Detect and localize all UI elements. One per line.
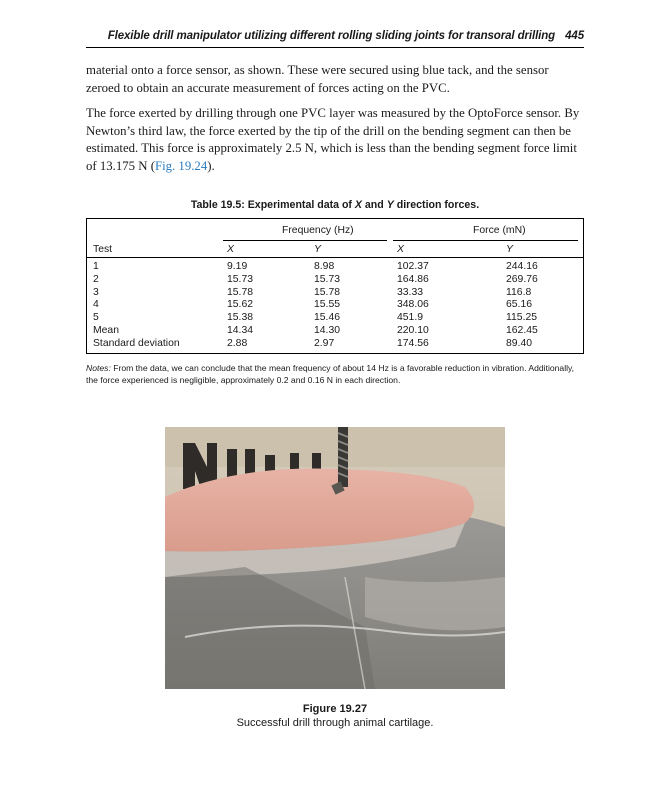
- row-label: 3: [93, 286, 99, 298]
- paragraph-2: [86, 105, 584, 175]
- table-cell: 162.45: [506, 325, 538, 336]
- figure-reference-link[interactable]: Fig. 19.24: [154, 158, 208, 173]
- table-cell: 89.40: [506, 337, 533, 349]
- column-header-force-x: X: [397, 244, 404, 255]
- table-notes: [86, 362, 584, 386]
- figure-caption: Successful drill through animal cartilage.: [236, 717, 434, 729]
- table-caption-and: and: [361, 199, 387, 211]
- group-header-frequency: Frequency (Hz): [282, 225, 354, 236]
- table-cell: 9.19: [227, 261, 248, 272]
- table-cell: 14.30: [314, 325, 341, 336]
- paragraph-2-end: ).: [207, 158, 215, 173]
- table-cell: 220.10: [397, 325, 429, 336]
- header-rule-table: [87, 257, 583, 258]
- table-cell: 451.9: [397, 312, 424, 324]
- page-number: 445: [565, 30, 584, 42]
- row-label: 1: [93, 261, 99, 272]
- header-rule: [86, 47, 584, 48]
- table-cell: 65.16: [506, 299, 533, 311]
- column-header-freq-x: X: [227, 244, 234, 255]
- table-cell: 244.16: [506, 261, 538, 272]
- table-cell: 8.98: [314, 261, 335, 272]
- table-cell: 116.8: [506, 286, 532, 298]
- table-cell: 15.55: [314, 299, 341, 311]
- table-cell: 2.97: [314, 337, 335, 349]
- table-caption-y: Y: [386, 199, 394, 211]
- group-rule-force: [393, 240, 578, 241]
- row-label: 4: [93, 299, 99, 311]
- table-cell: 15.78: [227, 286, 254, 298]
- table-caption-prefix: Table 19.5: Experimental data of: [190, 199, 355, 211]
- table-cell: 15.62: [227, 299, 254, 311]
- group-header-force: Force (mN): [473, 225, 526, 236]
- table-cell: 15.73: [227, 273, 254, 285]
- group-rule-frequency: [223, 240, 387, 241]
- table-cell: 15.46: [314, 312, 341, 324]
- table-cell: 2.88: [227, 337, 248, 349]
- table-cell: 15.73: [314, 273, 341, 285]
- row-label: 5: [93, 312, 99, 324]
- paragraph-2-text: The force exerted by drilling through one PVC layer was measured by the OptoForce sensor. By Newton’s third law, the force exerted by the tip of the drill on the bending segment can then be estimated. This force is approximately 2.5 N, which is less than the bending segment force limit of 13.175 N (: [86, 106, 580, 173]
- table-cell: 269.76: [506, 273, 538, 285]
- row-label: Mean: [93, 325, 119, 336]
- table-cell: 102.37: [397, 261, 429, 272]
- notes-label: Notes:: [86, 363, 111, 373]
- table-cell: 15.78: [314, 286, 341, 298]
- row-label: Standard deviation: [93, 337, 180, 349]
- table-cell: 348.06: [397, 299, 429, 311]
- column-header-test: Test: [93, 244, 113, 255]
- table-cell: 15.38: [227, 312, 254, 324]
- table-cell: 33.33: [397, 286, 424, 298]
- table-cell: 14.34: [227, 325, 254, 336]
- table-caption-x: X: [354, 199, 362, 211]
- data-table: [86, 218, 584, 354]
- table-cell: 174.56: [397, 337, 429, 349]
- figure-label: Figure 19.27: [302, 703, 368, 715]
- paragraph-1: material onto a force sensor, as shown. These were secured using blue tack, and the sensor zeroed to obtain an accurate measurement of forces acting on the PVC.: [86, 63, 549, 95]
- column-header-freq-y: Y: [314, 244, 321, 255]
- column-header-force-y: Y: [506, 244, 513, 255]
- table-caption: [86, 199, 584, 211]
- running-header: [86, 30, 584, 42]
- running-header-title: Flexible drill manipulator utilizing different rolling sliding joints for transoral drilling: [107, 30, 556, 42]
- drill-photo: [165, 427, 505, 689]
- table-cell: 164.86: [397, 273, 429, 285]
- notes-text: From the data, we can conclude that the mean frequency of about 14 Hz is a favorable reduction in vibration. Additionally, the force experienced is negligible, approximately 0.2 and 0.16 N in each direction.: [86, 363, 575, 385]
- row-label: 2: [93, 273, 99, 285]
- table-cell: 115.25: [506, 312, 538, 324]
- table-caption-suffix: direction forces.: [393, 199, 480, 211]
